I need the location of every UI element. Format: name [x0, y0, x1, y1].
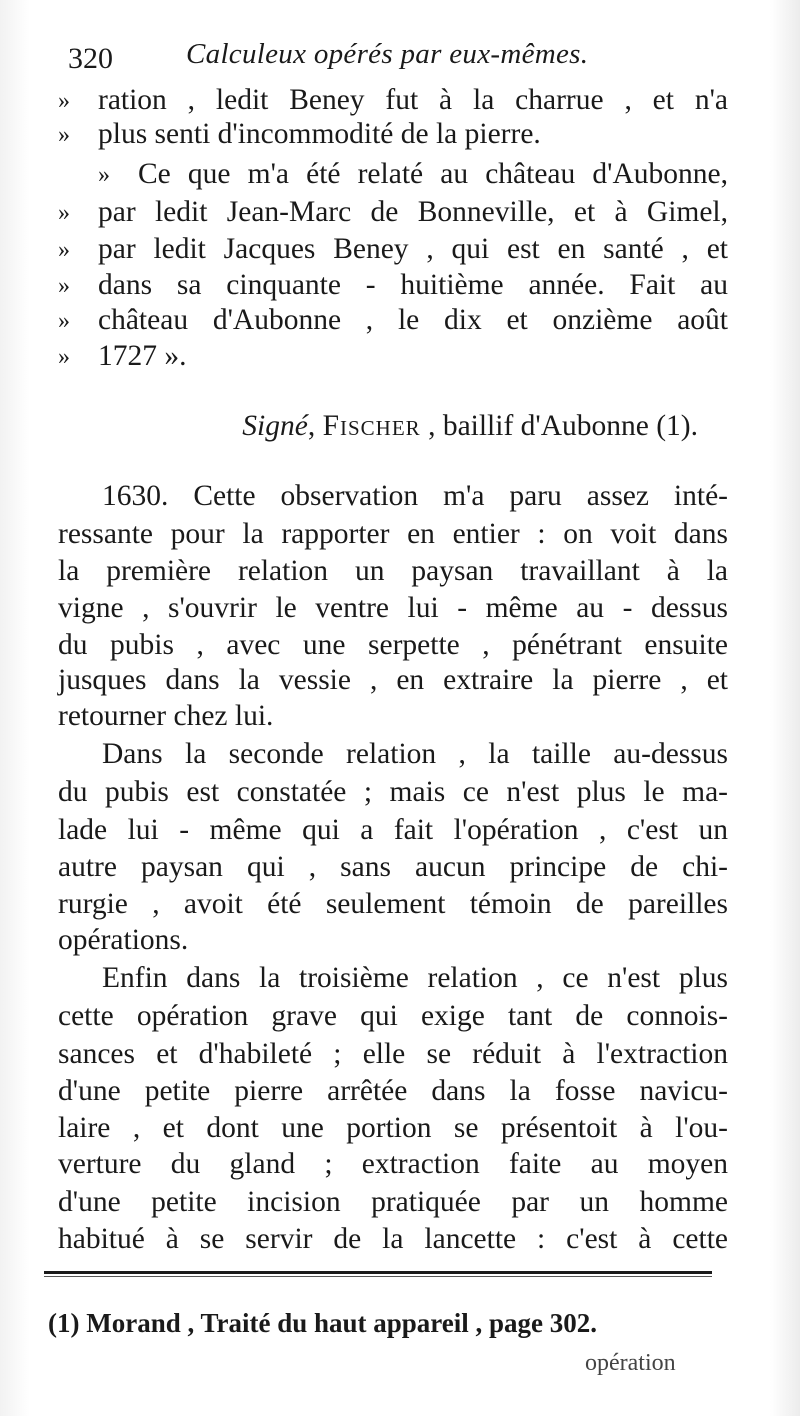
quote-mark: »	[58, 344, 70, 370]
signed-word: Signé	[242, 410, 308, 442]
quote-mark: »	[98, 162, 110, 188]
line-text: Ce que m'a été relaté au château d'Aubonne,	[138, 158, 728, 190]
text-line	[58, 265, 728, 305]
line-text: jusques dans la vessie , en extraire la pierre , et	[58, 664, 728, 696]
line-text: cette opération grave qui exige tant de connois-	[58, 1000, 728, 1032]
text-line	[58, 772, 728, 812]
line-text: vigne , s'ouvrir le ventre lui - même au - dessus	[58, 592, 728, 624]
quote-mark: »	[58, 122, 70, 148]
text-line	[58, 1182, 728, 1222]
signatory-name: Fischer	[322, 410, 421, 442]
line-text: laire , et dont une portion se présentoit à l'ou-	[58, 1112, 728, 1144]
line-text: rurgie , avoit été seulement témoin de pareilles	[58, 888, 728, 920]
text-line	[58, 884, 728, 924]
footnote-rule-thin	[44, 1276, 712, 1277]
text-line	[58, 696, 728, 736]
text-line	[58, 920, 728, 960]
signature-rest: , baillif d'Aubonne (1).	[428, 410, 698, 442]
text-line	[58, 336, 728, 376]
line-text: Dans la seconde relation , la taille au-dessus	[102, 738, 728, 770]
line-text: Enfin dans la troisième relation , ce n'est plus	[102, 962, 728, 994]
text-line	[58, 1144, 728, 1184]
line-text: par ledit Jacques Beney , qui est en santé , et	[98, 233, 728, 265]
text-line	[58, 660, 728, 700]
page-number: 320	[68, 42, 113, 75]
text-line	[58, 154, 728, 194]
line-text: 1727 ».	[98, 340, 187, 372]
line-text: lade lui - même qui a fait l'opération , c'est un	[58, 814, 728, 846]
text-line	[58, 1034, 728, 1074]
signature-line: Signé, Fischer , baillif d'Aubonne (1).	[242, 410, 698, 442]
quote-mark: »	[58, 273, 70, 299]
line-text: 1630. Cette observation m'a paru assez inté-	[102, 480, 728, 512]
line-text: d'une petite incision pratiquée par un homme	[58, 1186, 728, 1218]
text-line	[58, 847, 728, 887]
text-line	[58, 1071, 728, 1111]
line-text: sances et d'habileté ; elle se réduit à l'extraction	[58, 1038, 728, 1070]
footnote: (1) Morand , Traité du haut appareil , page 302.	[48, 1308, 598, 1338]
line-text: ressante pour la rapporter en entier : on voit dans	[58, 518, 728, 550]
text-line	[58, 958, 728, 998]
text-line	[58, 192, 728, 232]
catchword: opération	[585, 1350, 676, 1376]
line-text: ration , ledit Beney fut à la charrue , et n'a	[98, 84, 728, 116]
page-header	[68, 34, 728, 82]
text-line	[58, 588, 728, 628]
running-title: Calculeux opérés par eux-mêmes.	[186, 38, 589, 70]
text-line	[58, 734, 728, 774]
quote-mark: »	[58, 88, 70, 114]
text-line	[58, 514, 728, 554]
text-line	[58, 810, 728, 850]
line-text: plus senti d'incommodité de la pierre.	[98, 118, 541, 150]
line-text: d'une petite pierre arrêtée dans la fosse navicu-	[58, 1075, 728, 1107]
text-line	[58, 476, 728, 516]
text-line	[58, 229, 728, 269]
quote-mark: »	[58, 237, 70, 263]
text-line	[58, 1108, 728, 1148]
line-text: autre paysan qui , sans aucun principe de chi-	[58, 851, 728, 883]
line-text: verture du gland ; extraction faite au moyen	[58, 1148, 728, 1180]
line-text: la première relation un paysan travaillant à la	[58, 555, 728, 587]
text-line	[58, 300, 728, 340]
quote-mark: »	[58, 200, 70, 226]
text-line	[58, 1219, 728, 1259]
line-text: retourner chez lui.	[58, 700, 274, 732]
line-text: opérations.	[58, 924, 189, 956]
line-text: habitué à se servir de la lancette : c'est à cette	[58, 1223, 728, 1255]
line-text: château d'Aubonne , le dix et onzième août	[98, 304, 728, 336]
text-line	[58, 625, 728, 665]
text-line	[58, 996, 728, 1036]
line-text: du pubis est constatée ; mais ce n'est plus le ma-	[58, 776, 728, 808]
text-line	[58, 551, 728, 591]
quote-mark: »	[58, 308, 70, 334]
footnote-rule	[44, 1271, 712, 1274]
line-text: dans sa cinquante - huitième année. Fait au	[98, 269, 728, 301]
line-text: du pubis , avec une serpette , pénétrant ensuite	[58, 629, 728, 661]
line-text: par ledit Jean-Marc de Bonneville, et à Gimel,	[98, 196, 728, 228]
text-line	[58, 114, 728, 154]
